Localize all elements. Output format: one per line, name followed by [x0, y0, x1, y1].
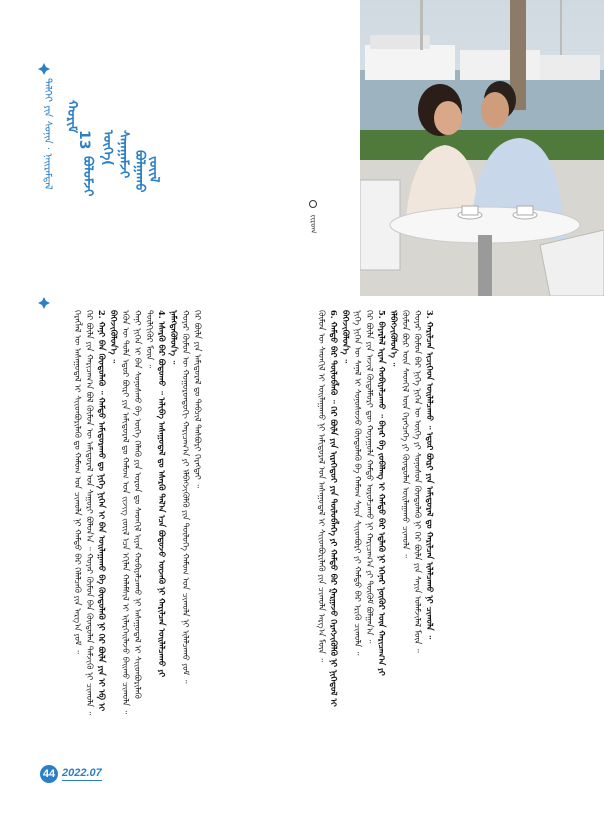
article-title-block — [38, 60, 161, 320]
title-line-5: ᠰᠠᠨᠠᠭᠠᠮᠵᠢ — [116, 130, 131, 179]
paragraph: ᠬᠡᠷᠡᠭᠯᠡᠯ ᠦ ᠠᠰᠠᠭᠤᠳᠠᠯ ᠢ ᠰᠢᠢᠳᠪᠦᠷᠢᠯᠡᠬᠦ ᠳᠤ ᠬᠠᠮᠤᠭ ᠤᠨ ᠴᠢᠬᠤᠯᠠ ᠨᠢ ᠬᠠᠮᠲᠤ ᠪᠠᠷ ᠬᠡᠯᠡᠯᠴᠡᠬᠦ ᠶᠢᠨ ᠠᠷᠭ᠎ᠠ ᠶᠤᠮ ᠃ — [73, 310, 83, 654]
body-column-left — [72, 310, 310, 720]
couple-photo — [360, 0, 604, 296]
magazine-name: ᠳᠡᠯᠬᠡᠢ ᠶᠢᠨ ᠰᠤᠨᠢᠨ · ᠨᠠᠢᠷᠠᠮᠳᠠᠯ — [42, 78, 53, 190]
paragraph: ᠬᠣᠶᠠᠷ ᠬᠦᠮᠦᠨ ᠪᠡᠷ ᠨᠢᠭᠡ ᠨᠢᠭᠡᠨ ᠦ ᠦᠭᠡ ᠶᠢ ᠰᠣᠨᠣᠰᠤᠨ ᠬᠦᠨᠳᠦᠯᠡᠬᠦ ᠨᠢ ᠭᠡᠷ ᠪᠦᠯᠡ ᠶᠢᠨ ᠰᠠᠶᠢᠨ ᠤᠯᠠᠮᠵᠢᠯᠠᠯ ᠮᠥᠨ ᠃ — [413, 310, 423, 653]
paragraph: ᠭᠡᠷ ᠪᠦᠯᠡ ᠶᠢᠨ ᠠᠮᠢᠳᠤᠷᠠᠯ ᠳᠤ ᠲᠡᠪᠴᠢᠯ ᠲᠡᠰᠪᠦᠷᠢ ᠬᠡᠷᠡᠭᠲᠡᠢ ᠃ — [193, 310, 203, 488]
bullet-icon — [309, 200, 317, 208]
paragraph: ᠬᠦᠮᠦᠨ ᠦ ᠰᠡᠳᠬᠢᠯ ᠢ ᠣᠢᠯᠠᠭᠠᠬᠤ ᠨᠢ ᠠᠮᠢᠳᠤᠷᠠᠯ ᠤᠨ ᠠᠰᠠᠭᠤᠳᠠᠯ ᠢ ᠰᠢᠢᠳᠪᠦᠷᠢᠯᠡᠬᠦ ᠶᠢᠨ ᠴᠢᠬᠤᠯᠠ ᠠᠷᠭ᠎ᠠ ᠮᠥᠨ ᠃ — [317, 310, 327, 662]
section-heading: 6. ᠬᠠᠮᠲᠤ ᠪᠠᠷ ᠲᠥᠯᠦᠪᠯᠡᠬᠦ ᠃ ᠭᠡᠷ ᠪᠦᠯᠡ ᠶᠢᠨ ᠢᠷᠡᠭᠡᠳᠦᠢ ᠶᠢᠨ ᠲᠥᠯᠦᠪᠯᠡᠭᠡ ᠶᠢ ᠬᠠᠮᠲᠤ ᠪᠠᠷ ᠭᠠᠷᠭᠠᠵᠤ ᠬᠡᠷᠡᠭᠵᠢᠭᠦᠯᠬᠦ ᠨᠢ ᠨᠢᠭᠡᠳᠦᠯ ᠢ ᠪᠡᠭᠡᠵᠢᠭᠦᠯᠦᠨ᠎ᠡ ᠃ — [329, 310, 351, 707]
title-line-3: ᠦᠭᠡ — [100, 130, 115, 161]
section-heading: 5. ᠪᠠᠶᠠᠷᠯᠠᠯ ᠢᠶᠠᠨ ᠬᠤᠪᠢᠶᠠᠯᠴᠠᠬᠤ ᠃ ᠪᠠᠶᠠᠷ ᠪᠠ ᠵᠣᠪᠠᠯᠠᠩ ᠢ ᠬᠠᠮᠲᠤ ᠪᠠᠷ ᠡᠳ᠋ᠯᠡᠬᠦ ᠨᠢ ᠡᠬᠡᠨᠡᠷ ᠨᠥᠬᠥᠷ ᠦᠨ ᠬᠠᠷᠢᠴᠠᠭ᠎ᠠ ᠶᠢ ᠡᠯᠪᠡᠭᠵᠢᠭᠦᠯᠦᠨ᠎ᠡ ᠃ — [377, 310, 399, 676]
section-heading: 3. ᠬᠠᠷᠢᠯᠴᠠᠨ ᠢᠴᠢᠭᠡᠳ ᠣᠢᠯᠠᠯᠴᠠᠬᠤ ᠃ ᠡᠳᠦᠷ ᠪᠦᠷᠢ ᠶᠢᠨ ᠠᠮᠢᠳᠤᠷᠠᠯ ᠳᠤ ᠬᠠᠷᠢᠯᠴᠠᠨ ᠢᠯᠠᠯᠴᠠᠬᠤ ᠨᠢ ᠴᠢᠬᠤᠯᠠ ᠃ — [425, 310, 435, 639]
paragraph: ᠨᠢᠭᠡ ᠨᠢᠭᠡᠨ ᠦ ᠰᠠᠨᠠᠯ ᠢ ᠰᠣᠨᠣᠰᠤᠵᠤ ᠬᠦᠨᠳᠦᠯᠡᠬᠦ ᠪᠠ ᠬᠠᠮᠤᠭ ᠰᠠᠶᠢᠨ ᠰᠢᠢᠳᠪᠦᠷᠢ ᠶᠢ ᠬᠠᠮᠲᠤ ᠪᠠᠷ ᠡᠷᠢᠬᠦ ᠴᠢᠬᠤᠯᠠ ᠃ — [353, 310, 363, 656]
ornament-top-icon — [38, 60, 50, 72]
paragraph: ᠡᠭᠦᠨ ᠦ ᠲᠤᠯᠠ ᠡᠳᠦᠷ ᠪᠦᠷᠢ ᠶᠢᠨ ᠠᠮᠢᠳᠤᠷᠠᠯ ᠳᠤ ᠬᠠᠮᠤᠭ ᠤᠨ ᠵᠢᠵᠢᠭ ᠵᠦᠢᠯ ᠡᠴᠡ ᠡᠬᠢᠯᠡᠨ ᠬᠠᠯᠠᠮᠰᠢᠯ ᠢ ᠢᠯᠡᠷᠬᠡᠢᠯᠡᠵᠦ ᠪᠠᠢᠬᠤ ᠴᠢᠬᠤᠯᠠ ᠃ — [121, 310, 131, 715]
section-heading: 2. ᠬᠠᠨᠢ ᠪᠡᠨ ᠬᠦᠨᠳᠦᠯᠡᠬᠦ ᠃ ᠬᠠᠮᠲᠤ ᠠᠮᠢᠳᠤᠷᠠᠬᠤ ᠳᠤ ᠨᠢᠭᠡ ᠨᠢᠭᠡᠨ ᠢ ᠪᠡᠨ ᠣᠢᠯᠠᠭᠠᠬᠤ ᠪᠠ ᠬᠦᠨᠳᠦᠯᠡᠬᠦ ᠨᠢ ᠭᠡᠷ ᠪᠦᠯᠡ ᠶᠢᠨ ᠡᠶ ᠡᠪ ᠢ ᠪᠡᠭᠡᠵᠢᠭᠦᠯᠦᠨ᠎ᠡ ᠃ — [97, 310, 119, 711]
page-number: 44 — [40, 765, 58, 783]
ornament-bottom-icon — [38, 294, 50, 306]
title-line-2: ᠪᠤᠯᠤᠮᠵᠢ — [80, 156, 95, 197]
title-paren: ( — [100, 160, 115, 166]
title-line-1: ᠬᠤᠷᠢᠮ — [64, 100, 79, 133]
title-number: 13 — [76, 130, 92, 150]
issue-date: 2022.07 — [62, 767, 102, 779]
page-footer — [40, 765, 102, 783]
paragraph: ᠬᠣᠶᠠᠷ ᠬᠦᠮᠦᠨ ᠦ ᠬᠣᠭᠣᠷᠣᠨᠳᠣᠬᠢ ᠬᠠᠷᠢᠴᠠᠭ᠎ᠠ ᠶᠢ ᠡᠯᠪᠡᠭᠵᠢᠭᠦᠯᠬᠦ ᠶᠢᠨ ᠲᠥᠯᠦᠭᠡ ᠬᠠᠮᠤᠭ ᠤᠨ ᠴᠢᠬᠤᠯᠠ ᠨᠢ ᠢᠯᠠᠯᠴᠠᠬᠤ ᠶᠤᠮ ᠃ — [181, 310, 191, 684]
body-column-right — [316, 310, 576, 720]
photo-caption-text: ᠵᠢᠷᠤᠭ — [309, 214, 318, 234]
title-line-7: ᠵᠦᠢᠯ — [146, 156, 161, 183]
paragraph: ᠬᠦᠮᠦᠨ ᠪᠦᠷ ᠦᠨ ᠰᠡᠳᠬᠢᠯ ᠦᠨ ᠬᠡᠷᠡᠭᠴᠡᠭᠡ ᠶᠢ ᠬᠦᠨᠳᠦᠯᠡᠨ ᠣᠢᠯᠠᠭᠠᠬᠤ ᠴᠢᠬᠤᠯᠠ ᠃ — [401, 310, 411, 558]
photo-caption — [306, 200, 320, 234]
paragraph: ᠬᠠᠨᠢ ᠨᠢᠭᠡᠨ ᠢ ᠪᠡᠨ ᠰᠣᠨᠣᠰᠬᠤ ᠪᠠ ᠦᠭᠡ ᠬᠡᠯᠡᠬᠦ ᠶᠢᠨ ᠣᠷᠣᠨ ᠳᠤ ᠰᠡᠳᠬᠢᠯ ᠢᠶᠡᠨ ᠬᠤᠪᠢᠶᠠᠯᠴᠠᠬᠤ ᠨᠢ ᠠᠰᠠᠭᠤᠳᠠᠯ ᠢ ᠰᠢᠢᠳᠪᠦᠷᠢᠯᠡᠬᠦ ᠲᠦᠯᠬᠢᠭᠦᠷ ᠮᠥᠨ ᠃ — [133, 310, 155, 699]
title-line-6: ᠪᠤᠯᠭᠠᠬᠤ — [132, 150, 147, 193]
paragraph: ᠭᠡᠷ ᠪᠦᠯᠡ ᠶᠢᠨ ᠬᠠᠷᠢᠴᠠᠭ᠎ᠠ ᠪᠤᠯ ᠬᠦᠮᠦᠨ ᠦ ᠠᠮᠢᠳᠤᠷᠠᠯ ᠤᠨ ᠰᠠᠭᠤᠷᠢ ᠪᠤᠯᠤᠨ᠎ᠠ ᠃ ᠬᠣᠶᠠᠷ ᠬᠦᠮᠦᠨ ᠪᠡᠨ ᠬᠦᠨᠳᠦᠯᠡᠨ ᠳᠡᠮᠵᠢᠬᠦ ᠨᠢ ᠴᠢᠬᠤᠯᠠ ᠃ — [85, 310, 95, 716]
paragraph: ᠭᠡᠷ ᠪᠦᠯᠡ ᠶᠢᠨ ᠠᠵᠢᠯ ᠬᠦᠳᠡᠯᠮᠦᠷᠢ ᠳᠦ ᠬᠣᠶᠠᠭᠤᠯᠠ ᠬᠠᠮᠲᠤ ᠣᠷᠣᠯᠴᠠᠬᠤ ᠨᠢ ᠬᠠᠷᠢᠴᠠᠭ᠎ᠠ ᠶᠢ ᠳᠥᠬᠥᠮ ᠪᠣᠯᠭᠠᠨ᠎ᠠ ᠃ — [365, 310, 375, 644]
section-heading: 4. ᠡᠰᠡᠷᠭᠦ ᠪᠡᠷ ᠪᠤᠳᠤᠬᠤ ᠃ ᠠᠯᠢᠪᠠ ᠠᠰᠠᠭᠤᠳᠠᠯ ᠳᠤ ᠡᠰᠡᠷᠭᠦ ᠲᠠᠯ᠎ᠠ ᠡᠴᠡ ᠪᠤᠳᠤᠵᠤ ᠦᠵᠡᠬᠦ ᠨᠢ ᠬᠠᠷᠢᠯᠴᠠᠨ ᠣᠢᠯᠠᠯᠴᠠᠬᠤ ᠶᠢ ᠨᠡᠮᠡᠭᠳᠡᠭᠦᠯᠦᠨ᠎ᠡ ᠃ — [157, 310, 179, 677]
